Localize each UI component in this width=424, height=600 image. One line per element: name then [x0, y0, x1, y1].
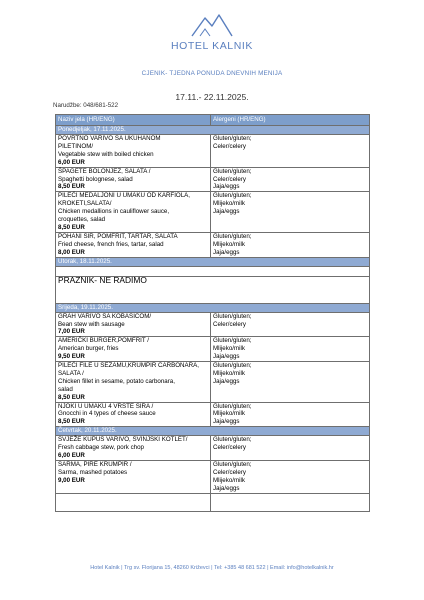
dish-price: 8,50 EUR — [58, 418, 85, 426]
allergen-item: Gluten/gluten; — [213, 312, 252, 320]
dish-price: 6,00 EUR — [58, 452, 85, 460]
dish-cell — [56, 362, 211, 403]
allergen-item: Gluten/gluten; — [213, 337, 252, 345]
allergen-item: Celer/celery — [213, 320, 247, 328]
dish-name-line: salad — [58, 385, 73, 393]
allergen-item: Jaja/eggs — [213, 484, 240, 492]
dish-price: 8,50 EUR — [58, 183, 85, 191]
allergens-cell — [211, 402, 370, 427]
allergens-cell — [211, 167, 370, 192]
dish-name-line: Bean stew with sausage — [58, 320, 125, 328]
empty-row — [56, 493, 370, 511]
dish-cell — [56, 436, 211, 461]
dish-cell — [56, 192, 211, 233]
dish-cell — [56, 312, 211, 337]
dish-cell — [56, 402, 211, 427]
dish-price: 8,00 EUR — [58, 248, 85, 256]
dish-name-line: SALATA / — [58, 369, 84, 377]
dish-name-line: POVRTNO VARIVO SA UKUHANOM — [58, 135, 161, 142]
dish-price: 9,50 EUR — [58, 353, 85, 361]
allergens-cell — [211, 436, 370, 461]
menu-subtitle: CJENIK- TJEDNA PONUDA DNEVNIH MENIJA — [141, 70, 283, 77]
allergen-item: Celer/celery — [213, 142, 247, 150]
allergen-item: Celer/celery — [213, 175, 247, 183]
column-header-allergens: Alergeni (HR/ENG) — [211, 115, 370, 126]
day-header-row — [56, 257, 370, 266]
allergens-cell — [211, 135, 370, 168]
allergen-item: Gluten/gluten; — [213, 135, 252, 142]
allergen-item: Jaja/eggs — [213, 353, 240, 361]
allergen-item: Jaja/eggs — [213, 183, 240, 191]
day-header: Utorak, 18.11.2025. — [56, 257, 370, 266]
dish-row — [56, 135, 370, 168]
menu-table — [55, 114, 370, 512]
dish-row — [56, 312, 370, 337]
day-header: Srijeda, 19.11.2025. — [56, 303, 370, 312]
dish-price: 8,50 EUR — [58, 223, 85, 231]
dish-row — [56, 337, 370, 362]
allergen-item: Celer/celery — [213, 468, 247, 476]
allergen-item: Jaja/eggs — [213, 208, 240, 216]
allergens-cell — [211, 362, 370, 403]
dish-name-line: Fresh cabbage stew, pork chop — [58, 444, 144, 452]
allergen-item: Jaja/eggs — [213, 418, 240, 426]
allergen-item: Mlijeko/milk — [213, 476, 245, 484]
dish-name-line: PILEĆI MEDALJONI U UMAKU OD KARFIOLA, — [58, 192, 191, 200]
day-header-row — [56, 126, 370, 135]
day-header-row — [56, 303, 370, 312]
dish-price: 9,00 EUR — [58, 476, 85, 484]
dish-name-line: SVJEŽE KUPUS VARIVO, SVINJSKI KOTLET/ — [58, 436, 188, 444]
dish-price: 6,00 EUR — [58, 158, 85, 166]
dish-name-line: Chicken medallions in cauliflower sauce, — [58, 208, 170, 216]
allergen-item: Gluten/gluten; — [213, 362, 252, 370]
hotel-logo — [0, 12, 424, 52]
dish-name-line: PILEĆI FILE U SEZAMU,KRUMPIR CARBONARA, — [58, 362, 199, 370]
dish-name-line: KROKETI,SALATA/ — [58, 200, 112, 208]
day-header: Četvrtak, 20.11.2025. — [56, 427, 370, 436]
dish-name-line: ŠPAGETE BOLONJEZ, SALATA / — [58, 167, 151, 175]
dish-name-line: NJOKI U UMAKU 4 VRSTE SIRA / — [58, 402, 154, 410]
allergen-item: Gluten/gluten; — [213, 436, 252, 444]
dish-name-line: GRAH VARIVO SA KOBASICOM/ — [58, 312, 152, 320]
dish-name-line: croquettes, salad — [58, 216, 106, 224]
dish-cell — [56, 135, 211, 168]
dish-name-line: Vegetable stew with boiled chicken — [58, 150, 154, 158]
dish-name-line: Gnocchi in 4 types of cheese sauce — [58, 410, 156, 418]
dish-row — [56, 362, 370, 403]
allergen-item: Gluten/gluten; — [213, 167, 252, 175]
order-phone: Narudžbe: 048/681-522 — [53, 102, 119, 109]
allergens-cell — [211, 232, 370, 257]
allergen-item: Mlijeko/milk — [213, 410, 245, 418]
dish-row — [56, 436, 370, 461]
dish-row — [56, 461, 370, 494]
dish-name-line: Spaghetti bolognese, salad — [58, 175, 133, 183]
column-header-dish: Naziv jela (HR/ENG) — [56, 115, 211, 126]
allergen-item: Mlijeko/milk — [213, 369, 245, 377]
allergen-item: Gluten/gluten; — [213, 461, 252, 468]
allergens-cell — [211, 461, 370, 494]
dish-price: 7,00 EUR — [58, 328, 85, 336]
allergens-cell — [211, 337, 370, 362]
dish-name-line: PILETINOM/ — [58, 142, 94, 150]
dish-name-line: Chicken fillet in sesame, potato carbonara, — [58, 377, 175, 385]
allergen-item: Jaja/eggs — [213, 248, 240, 256]
day-header-row — [56, 427, 370, 436]
dish-name-line: AMERIČKI BURGER,POMFRIT / — [58, 337, 149, 345]
allergen-item: Mlijeko/milk — [213, 240, 245, 248]
dish-name-line: Sarma, mashed potatoes — [58, 468, 128, 476]
dish-row — [56, 402, 370, 427]
dish-cell — [56, 461, 211, 494]
allergens-cell — [211, 192, 370, 233]
empty-cell — [211, 493, 370, 511]
dish-row — [56, 192, 370, 233]
page-footer: Hotel Kalnik | Trg sv. Florijana 15, 48260 Križevci | Tel: +385 48 681 522 | Email: info@hotelkalnik.hr — [90, 565, 334, 571]
allergen-item: Mlijeko/milk — [213, 345, 245, 353]
holiday-notice: PRAZNIK- NE RADIMO — [56, 276, 370, 303]
week-dates: 17.11.- 22.11.2025. — [175, 92, 249, 102]
allergen-item: Celer/celery — [213, 444, 247, 452]
dish-name-line: American burger, fries — [58, 345, 119, 353]
allergens-cell — [211, 312, 370, 337]
dish-row — [56, 232, 370, 257]
dish-name-line: SARMA, PIRE KRUMPIR / — [58, 461, 132, 468]
allergen-item: Gluten/gluten; — [213, 402, 252, 410]
dish-name-line: Fried cheese, french fries, tartar, salad — [58, 240, 164, 248]
allergen-item: Jaja/eggs — [213, 377, 240, 385]
holiday-row — [56, 276, 370, 303]
day-header: Ponedjeljak, 17.11.2025. — [56, 126, 370, 135]
dish-price: 8,50 EUR — [58, 393, 85, 401]
dish-row — [56, 167, 370, 192]
dish-cell — [56, 167, 211, 192]
table-header-row — [56, 115, 370, 126]
hotel-name: HOTEL KALNIK — [170, 40, 254, 52]
dish-cell — [56, 232, 211, 257]
allergen-item: Gluten/gluten; — [213, 232, 252, 240]
dish-name-line: POHANI SIR, POMFRIT, TARTAR, SALATA — [58, 232, 178, 240]
mountain-logo-icon — [189, 12, 235, 38]
empty-cell — [56, 493, 211, 511]
allergen-item: Gluten/gluten; — [213, 192, 252, 200]
dish-cell — [56, 337, 211, 362]
allergen-item: Mlijeko/milk — [213, 200, 245, 208]
